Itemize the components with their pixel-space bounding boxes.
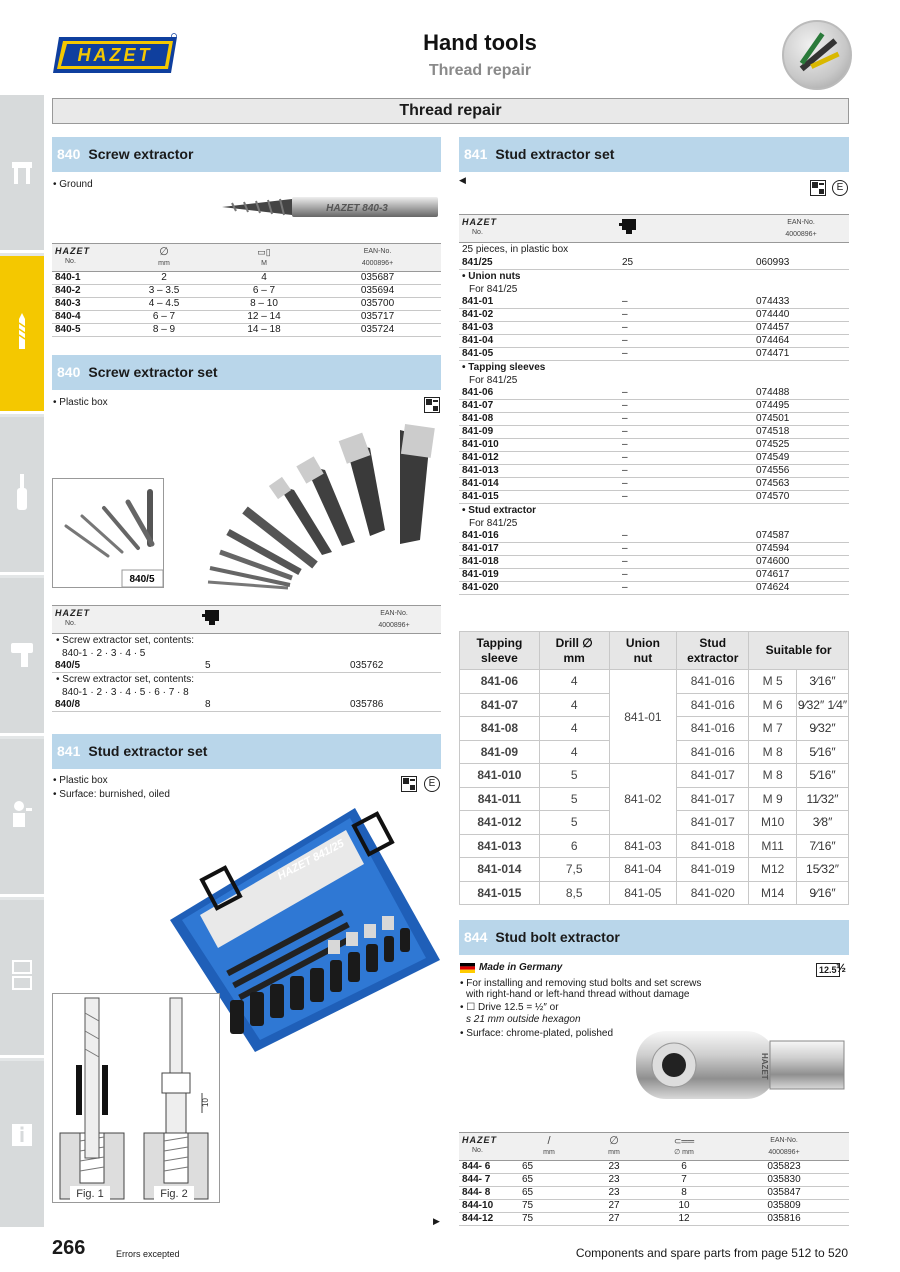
feature-1: • For installing and removing stud bolts and set screws — [460, 978, 702, 989]
stud-bolt-extractor-image — [632, 1025, 848, 1105]
table-row: 841-02 – 074440 — [459, 309, 849, 322]
e-mark-icon: E — [424, 776, 440, 792]
extractor-set-inset-image — [52, 478, 164, 588]
table-row: 841-013 6 841-03 841-018 M11 7⁄16″ — [460, 834, 849, 858]
product-name: Stud extractor set — [88, 743, 208, 759]
table-row: 840/5 5 035762 — [52, 660, 441, 673]
power-drill-icon — [9, 633, 35, 673]
extractor-set-main-image — [200, 420, 440, 590]
table-844: HAZET No. / mm ∅ mm ⊂══ ∅ mm EAN-No. 4000896+ 844- 6 65 23 6 035823 844- 7 65 23 7 035830 844- 8 65 23 8 035847 844-10 75 27 10 035809 844-12 75 27 12 035816 — [459, 1132, 849, 1226]
screwdriver-icon — [9, 472, 35, 512]
made-in-germany-label: Made in Germany — [479, 962, 563, 973]
svg-text:Fig. 2: Fig. 2 — [160, 1188, 188, 1200]
drill-bit-icon — [9, 311, 35, 351]
box-packaging-icon — [810, 180, 826, 196]
product-840-set-header — [52, 355, 441, 390]
table-row: 840-2 3 – 3.5 6 – 7 035694 — [52, 285, 441, 298]
table-840-set: HAZET No. EAN-No. 4000896+ • Screw extractor set, contents: 840-1 · 2 · 3 · 4 · 5 840/5 5 035762 • Screw extractor set, contents: 840-1 · 2 · 3 · 4 · 5 · 6 · 7 · 8 840/8 8 035786 — [52, 605, 441, 712]
drive-fraction-label: ½ — [836, 961, 847, 975]
table-row: 841-06 – 074488 — [459, 387, 849, 400]
next-page-arrow-icon: ▶ — [433, 1216, 440, 1226]
product-840-header — [52, 137, 441, 172]
side-tab-screwdriver[interactable] — [0, 417, 44, 575]
svg-text:840/5: 840/5 — [129, 574, 155, 585]
pieces-count-icon — [202, 608, 222, 626]
page-subtitle: Thread repair — [428, 62, 532, 79]
table-row: 840-4 6 – 7 12 – 14 035717 — [52, 311, 441, 324]
table-841-set: HAZET No. EAN-No. 4000896+ 25 pieces, in plastic box 841/25 25 060993 • Union nuts For 841/25 841-01 – 074433 841-02 – 074440 841-03 – 074457 841-04 – 074464 841-05 – 074471 • Tapping sleeves For 841/25 841-06 – 074488 841-07 – 074495 841-08 – 074501 841-09 – 074518 841-010 – 074525 841-012 – 074549 841-013 – 074556 841-014 – 074563 841-015 – 074570 • Stud extractor For 841/25 841-016 – 074587 841-017 – 074594 841-018 – 074600 841-019 – 074617 841-020 – 074624 — [459, 214, 849, 595]
feature-2-cont: s 21 mm outside hexagon — [466, 1014, 581, 1025]
feature-surface: • Surface: burnished, oiled — [53, 789, 170, 800]
pieces-count-icon — [619, 217, 639, 235]
product-number: 841 — [57, 743, 81, 759]
table-row: 844-12 75 27 12 035816 — [459, 1213, 849, 1226]
screw-extractor-image — [222, 193, 440, 221]
feature-3: • Surface: chrome-plated, polished — [460, 1028, 614, 1039]
svg-text:HAZET: HAZET — [760, 1053, 769, 1080]
page-title: Hand tools — [423, 30, 537, 55]
table-row: 841-08 4 841-016 M 7 9⁄32″ — [460, 717, 849, 741]
table-row: 841/25 25 060993 — [459, 257, 849, 270]
table-row: 841-020 – 074624 — [459, 582, 849, 595]
table-row: 840-5 8 – 9 14 – 18 035724 — [52, 324, 441, 337]
feature-2: • ☐ Drive 12.5 = ½″ or — [460, 1002, 559, 1013]
usage-diagram — [52, 993, 220, 1203]
product-name: Screw extractor — [88, 146, 194, 162]
section-title-bar: Thread repair — [52, 98, 849, 124]
table-row: 841-015 8,5 841-05 841-020 M14 9⁄16″ — [460, 881, 849, 905]
thread-compatibility-table: Tapping sleeve Drill ∅ mm Union nut Stud extractor Suitable for 841-06 4 841-01 841-016 M 5 3⁄16″ 841-07 4 841-016 M 6 9⁄32″ 1⁄4″ 841-08 4 841-016 M 7 9⁄32″ 841-09 4 841-016 M 8 5⁄16″ 841-010 5 841-02 841-017 M 8 5⁄16″ 841-011 5 841-017 M 9 11⁄32″ 841-012 5 841-017 M10 3⁄8″ 841-013 6 841-03 841-018 M11 7⁄16″ 841-014 7,5 841-04 841-019 M12 15⁄32″ 841-015 8,5 841-05 841-020 M14 9⁄16″ — [459, 631, 849, 905]
workbench-icon — [9, 150, 35, 190]
table-row: 841-05 – 074471 — [459, 348, 849, 361]
footer-disclaimer: Errors excepted — [116, 1249, 180, 1259]
table-row: 841-015 – 074570 — [459, 491, 849, 504]
product-number: 840 — [57, 146, 81, 162]
table-row: 841-09 4 841-016 M 8 5⁄16″ — [460, 740, 849, 764]
side-tab-info[interactable] — [0, 1061, 44, 1230]
product-number: 841 — [464, 146, 488, 162]
product-844-header — [459, 920, 849, 955]
table-840: HAZET No. ∅ mm ▭▯ M EAN-No. 4000896+ 840-1 2 4 035687 840-2 3 – 3.5 6 – 7 035694 840-3 4 – 4.5 8 – 10 035700 840-4 6 – 7 12 – 14 035717 840-5 8 – 9 14 – 18 035724 — [52, 243, 441, 337]
page-number: 266 — [52, 1237, 86, 1259]
feature-1-cont: with right-hand or left-hand thread without damage — [466, 989, 690, 1000]
svg-text:10: 10 — [201, 1098, 210, 1107]
continued-arrow-icon: ◀ — [459, 175, 466, 185]
product-number: 840 — [57, 364, 81, 380]
side-tab-storage[interactable] — [0, 900, 44, 1058]
table-row: 841-016 – 074587 — [459, 530, 849, 543]
mechanic-icon — [9, 794, 35, 834]
table-row: 841-013 – 074556 — [459, 465, 849, 478]
svg-text:HAZET: HAZET — [77, 45, 153, 65]
table-row: 844- 8 65 23 8 035847 — [459, 1187, 849, 1200]
category-thumbnail — [782, 20, 852, 90]
side-tab-power-tool[interactable] — [0, 578, 44, 736]
tool-trolley-icon — [9, 955, 35, 995]
product-name: Stud extractor set — [495, 146, 615, 162]
feature-plastic-box: • Plastic box — [53, 775, 108, 786]
table-row: 841-017 – 074594 — [459, 543, 849, 556]
product-number: 844 — [464, 929, 488, 945]
hazet-logo — [53, 33, 179, 77]
feature-plastic-box: • Plastic box — [53, 397, 108, 408]
table-row: 841-07 4 841-016 M 6 9⁄32″ 1⁄4″ — [460, 693, 849, 717]
table-row: 841-07 – 074495 — [459, 400, 849, 413]
table-row: 841-09 – 074518 — [459, 426, 849, 439]
table-row: 840-1 2 4 035687 — [52, 272, 441, 285]
table-row: 844- 6 65 23 6 035823 — [459, 1161, 849, 1174]
side-tab-drill-bit[interactable] — [0, 256, 44, 414]
side-tab-workbench[interactable] — [0, 95, 44, 253]
tools-photo-icon — [784, 22, 852, 90]
product-841-left-header — [52, 734, 441, 769]
product-841-right-header — [459, 137, 849, 172]
svg-text:HAZET 840-3: HAZET 840-3 — [326, 203, 388, 214]
table-row: 841-06 4 841-01 841-016 M 5 3⁄16″ — [460, 670, 849, 694]
german-flag-icon — [460, 963, 475, 973]
product-name: Stud bolt extractor — [495, 929, 620, 945]
table-row: 841-011 5 841-017 M 9 11⁄32″ — [460, 787, 849, 811]
table-row: 844-10 75 27 10 035809 — [459, 1200, 849, 1213]
footer-spare-parts-note: Components and spare parts from page 512 to 520 — [575, 1246, 848, 1260]
table-row: 840/8 8 035786 — [52, 699, 441, 712]
drive-size-badge: 12.5 — [816, 963, 840, 977]
table-row: 841-01 – 074433 — [459, 296, 849, 309]
side-tab-mechanic[interactable] — [0, 739, 44, 897]
table-row: 841-019 – 074617 — [459, 569, 849, 582]
table-row: 841-04 – 074464 — [459, 335, 849, 348]
table-row: 840-3 4 – 4.5 8 – 10 035700 — [52, 298, 441, 311]
product-name: Screw extractor set — [88, 364, 218, 380]
table-row: 841-012 5 841-017 M10 3⁄8″ — [460, 811, 849, 835]
e-mark-icon: E — [832, 180, 848, 196]
svg-text:Fig. 1: Fig. 1 — [76, 1188, 104, 1200]
table-row: 841-010 5 841-02 841-017 M 8 5⁄16″ — [460, 764, 849, 788]
table-row: 841-08 – 074501 — [459, 413, 849, 426]
table-row: 841-014 7,5 841-04 841-019 M12 15⁄32″ — [460, 858, 849, 882]
svg-text:HAZET 841/25: HAZET 841/25 — [275, 837, 347, 883]
table-row: 841-018 – 074600 — [459, 556, 849, 569]
feature-ground: • Ground — [53, 179, 93, 190]
table-row: 841-012 – 074549 — [459, 452, 849, 465]
side-tab-strip — [0, 95, 44, 1230]
info-icon — [9, 1116, 35, 1156]
table-row: 841-010 – 074525 — [459, 439, 849, 452]
table-row: 844- 7 65 23 7 035830 — [459, 1174, 849, 1187]
box-packaging-icon — [401, 776, 417, 792]
table-row: 841-03 – 074457 — [459, 322, 849, 335]
box-packaging-icon — [424, 397, 440, 413]
table-row: 841-014 – 074563 — [459, 478, 849, 491]
